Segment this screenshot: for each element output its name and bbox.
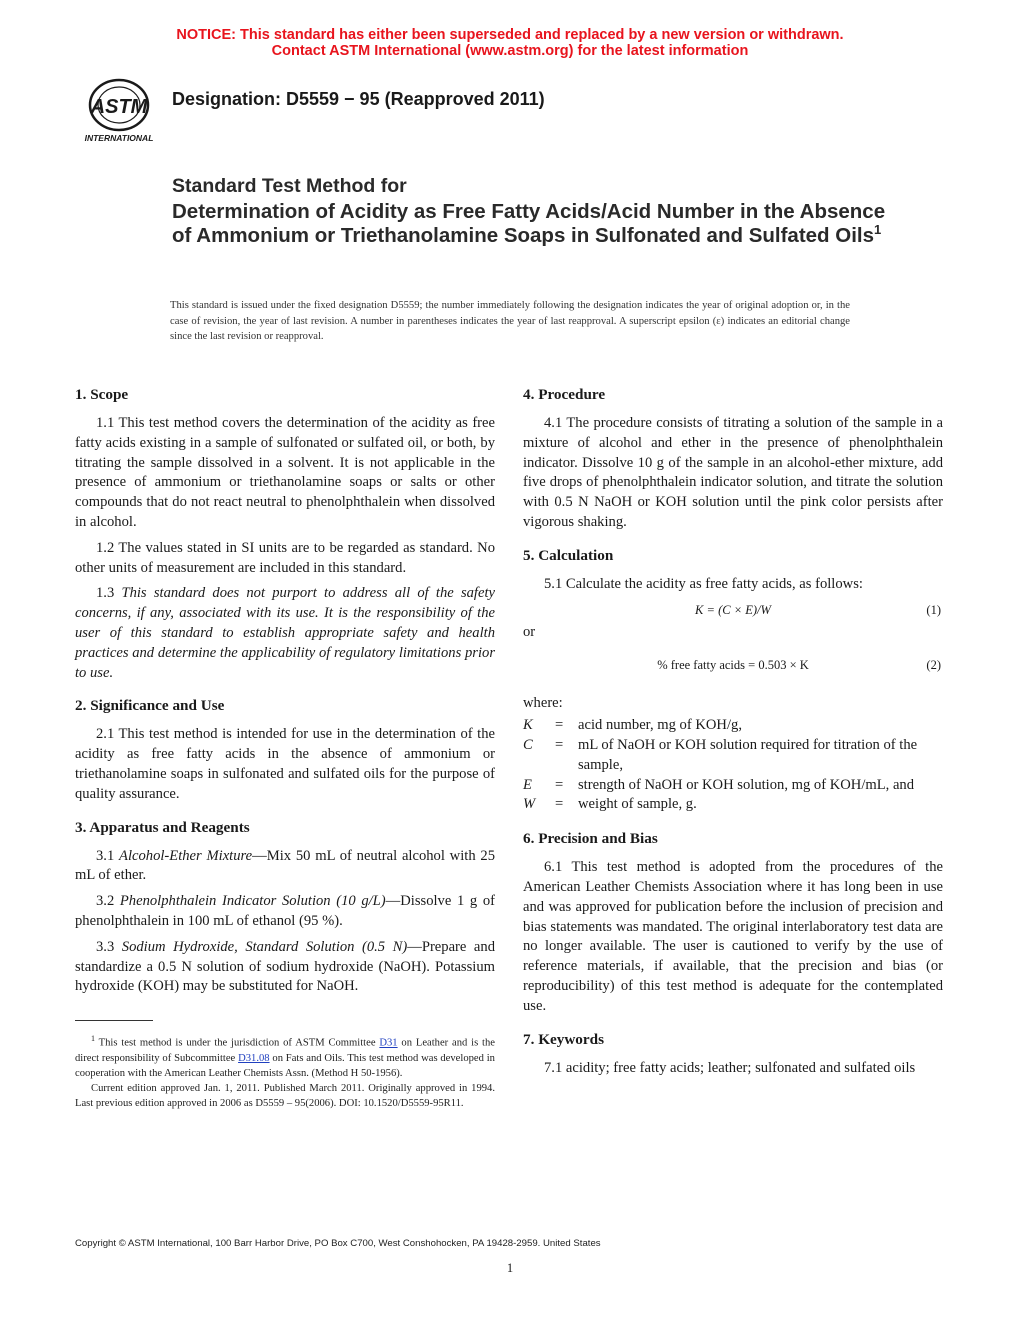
committee-link[interactable]: D31 (379, 1037, 398, 1049)
section-scope (75, 385, 495, 683)
designation: Designation: D5559 − 95 (Reapproved 2011) (172, 89, 545, 109)
title-main-text: Determination of Acidity as Free Fatty Acids/Acid Number in the Absence of Ammonium or Triethanolamine Soaps in Sulfonated and Sulfated Oils (172, 200, 886, 247)
definition-row: C = mL of NaOH or KOH solution required for titration of the sample, (523, 736, 918, 773)
equation-2 (523, 656, 943, 676)
astm-logo-icon (74, 78, 164, 144)
section-precision (523, 829, 943, 1016)
issued-note: This standard is issued under the fixed designation D5559; the number immediately following the designation indicates the year of original adoption or, in the case of revision, the year of last revision. A number in parentheses indicates the year of last reapproval. A superscript epsilon (ε) indicates an editorial change since the last revision or reapproval. (170, 300, 850, 342)
logo-subtext: INTERNATIONAL (84, 133, 154, 143)
logo-text: ASTM (90, 96, 148, 118)
equation-2-text: % free fatty acids = 0.503 × K (657, 658, 809, 673)
page-number: 1 (506, 1261, 514, 1275)
apparatus-p2: 3.2 Phenolphthalein Indicator Solution (10 g/L)—Dissolve 1 g of phenolphthalein in 100 mL of ethanol (95 %). (75, 893, 495, 929)
section-significance (75, 696, 495, 804)
apparatus-p3: 3.3 Sodium Hydroxide, Standard Solution (0.5 N)—Prepare and standardize a 0.5 N solution of sodium hydroxide (NaOH). Potassium hydroxide (KOH) may be substituted for NaOH. (75, 938, 495, 995)
right-column (523, 385, 943, 1091)
significance-p1: 2.1 This test method is intended for use in the determination of the acidity as free fatty acids in the absence of ammonium or triethanolamine soaps in sulfonated and sulfated oils for the purpose of quality assurance. (75, 726, 495, 802)
section-keywords (523, 1030, 943, 1079)
footnote (75, 1031, 495, 1112)
definition-row: E = strength of NaOH or KOH solution, mg of KOH/mL, and (523, 776, 915, 793)
title-main (172, 200, 892, 248)
title-pre: Standard Test Method for (172, 175, 407, 197)
equation-2-number: (2) (926, 658, 941, 673)
equation-or: or (523, 623, 536, 640)
keywords-heading: 7. Keywords (523, 1030, 604, 1048)
apparatus-p1: 3.1 Alcohol-Ether Mixture—Mix 50 mL of neutral alcohol with 25 mL of ether. (75, 847, 495, 884)
equation-1-text: K = (C × E)/W (695, 602, 771, 617)
procedure-p1: 4.1 The procedure consists of titrating a solution of the sample in a mixture of alcohol and ether in the presence of phenolphthalein indicator. Dissolve 10 g of the sample in an alcohol-ether mixture, add five drops of phenolphthalein indicator solution, and titrate the solution with 0.5 N NaOH or KOH solution until the pink color persists after vigorous shaking. (523, 415, 943, 530)
equation-1-number: (1) (926, 602, 941, 617)
section-apparatus (75, 818, 495, 998)
footnote-divider (75, 1020, 153, 1021)
calculation-heading: 5. Calculation (523, 546, 614, 564)
apparatus-heading: 3. Apparatus and Reagents (75, 818, 250, 836)
document-title (172, 174, 892, 248)
variable-definitions (523, 716, 943, 815)
footnote-edition: Current edition approved Jan. 1, 2011. Published March 2011. Originally approved in 1994. Last previous edition approved in 2006 as D5559 – 95(2006). DOI: 10.1520/D5559-95R11. (75, 1083, 495, 1110)
precision-p1: 6.1 This test method is adopted from the procedures of the American Leather Chemists Association where it has long been in use and was approved for publication before the inclusion of precision and bias statements was mandated. The original interlaboratory test data are no longer available. The user is cautioned to verify by the use of reference materials, if available, that the precision and bias (or reproducibility) of this test method is adequate for the contemplated use. (523, 859, 943, 1014)
where-label: where: (523, 695, 563, 712)
notice-line-1: NOTICE: This standard has either been superseded and replaced by a new version or withdrawn. (176, 27, 844, 43)
procedure-heading: 4. Procedure (523, 386, 606, 403)
notice-line-2: Contact ASTM International (www.astm.org) for the latest information (271, 43, 749, 59)
scope-p2: 1.2 The values stated in SI units are to be regarded as standard. No other units of measurement are included in this standard. (75, 539, 495, 576)
scope-heading: 1. Scope (75, 386, 129, 403)
significance-heading: 2. Significance and Use (75, 697, 225, 715)
footnote-jurisdiction: $^1$ This test method is under the jurisdiction of ASTM Committee D31 on Leather and is the direct responsibility of Subcommittee D31.08 on Fats and Oils. This test method was developed in cooperation with the American Leather Chemists Assn. (Method H 50-1956). (75, 1034, 495, 1079)
section-procedure (523, 385, 943, 533)
precision-heading: 6. Precision and Bias (523, 830, 658, 848)
definition-row: K = acid number, mg of KOH/g, (523, 717, 742, 734)
withdrawal-notice (0, 27, 1020, 59)
copyright: Copyright © ASTM International, 100 Barr Harbor Drive, PO Box C700, West Conshohocken, PA 19428-2959. United States (75, 1238, 601, 1249)
equation-1 (523, 601, 943, 621)
left-column (75, 385, 495, 1010)
scope-p3: 1.3 This standard does not purport to address all of the safety concerns, if any, associated with its use. It is the responsibility of the user of this standard to establish appropriate safety and health practices and determine the applicability of regulatory limitations prior to use. (75, 585, 495, 681)
calculation-p1: 5.1 Calculate the acidity as free fatty acids, as follows: (544, 575, 863, 592)
definition-row: W = weight of sample, g. (523, 796, 697, 813)
keywords-p1: 7.1 acidity; free fatty acids; leather; sulfonated and sulfated oils (544, 1059, 916, 1076)
title-footnote-ref[interactable]: 1 (874, 222, 882, 238)
scope-p1: 1.1 This test method covers the determination of the acidity as free fatty acids existing in a sample of sulfonated or sulfated oil, or both, by titrating the sample dissolved in a solvent. It is not applicable in the presence of ammonium or triethanolamine soaps or salts or other compounds that do not react neutral to phenolphthalein when dissolved in alcohol. (75, 415, 495, 530)
section-calculation (523, 546, 943, 815)
subcommittee-link[interactable]: D31.08 (238, 1052, 270, 1064)
